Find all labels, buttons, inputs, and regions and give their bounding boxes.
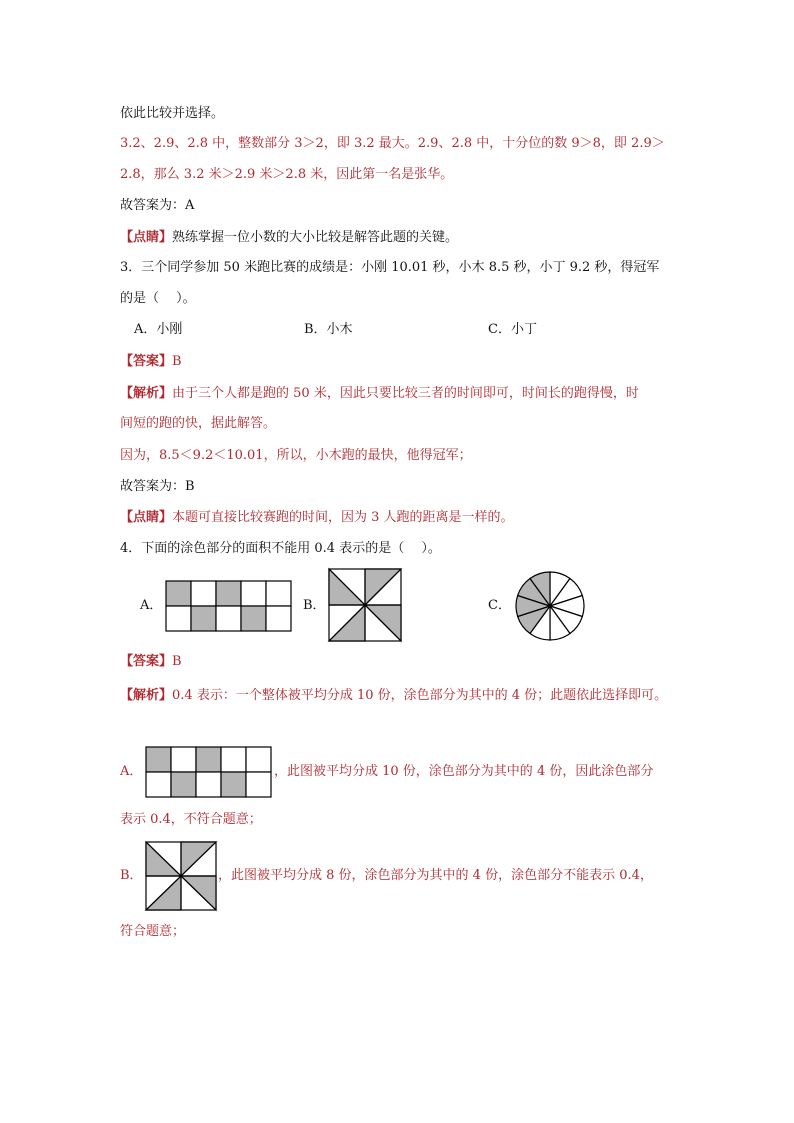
analysis-text: 由于三个人都是跑的 50 米，因此只要比较三者的时间即可，时间长的跑得慢，时 [172,386,639,401]
analysis-text: 0.4 表示：一个整体被平均分成 10 份，涂色部分为其中的 4 份；此题依此选择即可。 [172,688,668,703]
explain-b-square-figure [146,842,216,910]
tip-tag: 【点睛】 [120,230,173,245]
q3-option-a: A．小刚 [134,322,183,337]
q3-stem-2: 的是（ ）。 [120,291,196,306]
q3-calc: 因为，8.5＜9.2＜10.01，所以，小木跑的最快，他得冠军； [120,448,472,463]
prev-line: 依此比较并选择。 [120,106,225,121]
answer-tag: 【答案】 [120,654,173,669]
q3-analysis-2: 间短的跑的快，据此解答。 [120,416,277,431]
prev-analysis-1: 3.2、2.9、2.8 中，整数部分 3＞2，即 3.2 最大。2.9、2.8 中，十分位的数 9＞8，即 2.9＞ [120,136,665,151]
explain-a-grid-figure [146,747,272,797]
analysis-tag: 【解析】 [120,688,173,703]
q3-tip [120,508,514,528]
explain-b-cont: 符合题意； [120,924,186,939]
explain-b-text: ，此图被平均分成 8 份，涂色部分为其中的 4 份，涂色部分不能表示 0.4， [218,868,653,883]
answer-tag: 【答案】 [120,354,173,369]
prev-analysis-2: 2.8，那么 3.2 米＞2.9 米＞2.8 米，因此第一名是张华。 [120,167,454,182]
tip-text: 本题可直接比较赛跑的时间，因为 3 人跑的距离是一样的。 [172,510,514,525]
answer-value: B [172,654,182,669]
q3-result: 故答案为：B [120,479,195,494]
explain-b-label: B． [120,868,143,883]
answer-value: B [172,354,182,369]
q3-option-b: B．小木 [304,322,353,337]
tip-text: 熟练掌握一位小数的大小比较是解答此题的关键。 [172,230,459,245]
option-b-square-figure [329,569,401,641]
analysis-tag: 【解析】 [120,386,173,401]
q4-option-b-label: B． [303,598,326,613]
q3-stem-1: 3．三个同学参加 50 米跑比赛的成绩是：小刚 10.01 秒，小木 8.5 秒，小丁 9.2 秒，得冠军 [120,260,660,275]
explain-a-label: A． [120,764,143,779]
prev-answer: 故答案为：A [120,198,195,213]
q4-stem: 4．下面的涂色部分的面积不能用 0.4 表示的是（ ）。 [120,541,441,556]
q3-answer [120,352,182,372]
tip-tag: 【点睛】 [120,510,173,525]
option-a-grid-figure [166,581,292,631]
q4-answer [120,652,182,672]
option-c-circle-figure [514,570,586,642]
q4-option-c-label: C． [488,598,511,613]
prev-tip [120,228,458,248]
q4-analysis [120,686,667,706]
q3-analysis-1 [120,384,639,404]
explain-a-text: ，此图被平均分成 10 份，涂色部分为其中的 4 份，因此涂色部分 [274,764,654,779]
q3-option-c: C．小丁 [488,322,537,337]
q4-option-a-label: A． [140,598,163,613]
explain-a-cont: 表示 0.4，不符合题意； [120,812,262,827]
